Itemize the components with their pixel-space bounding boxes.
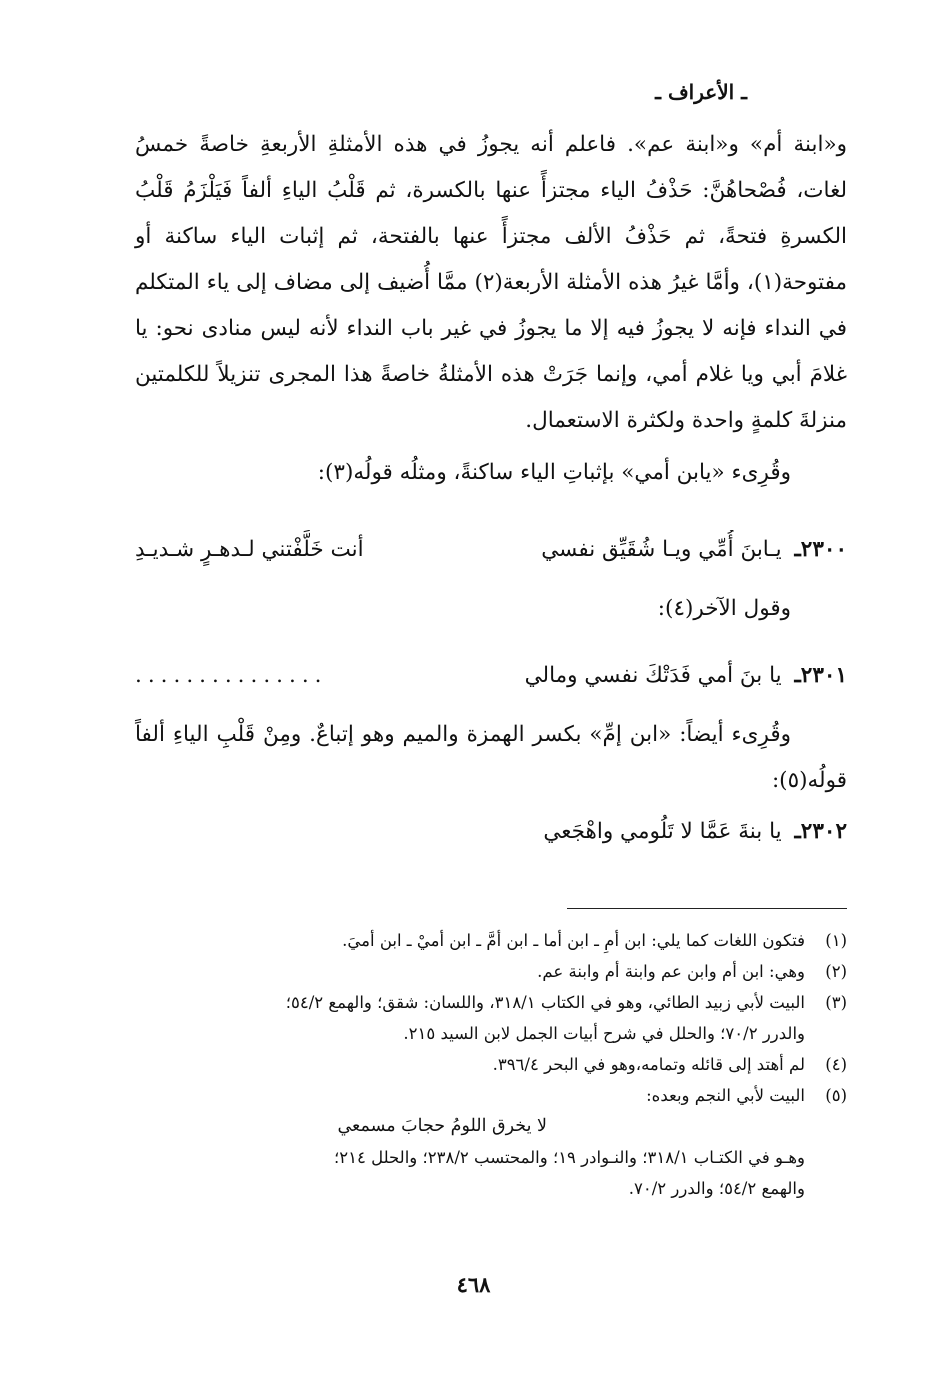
main-text — [135, 122, 847, 496]
footnote-number: (٣) — [825, 993, 847, 1012]
paragraph-1: و«ابنة أم» و«ابنة عم». فاعلم أنه يجوزُ في هذه الأمثلةِ الأربعةِ خاصةً خمسُ لغات، فُصْحاهُنَّ: حَذْفُ الياء مجتزأً عنها بالكسرة، ثم قَلْبُ الياءِ ألفاً فَيَلْزَمُ قَلْبُ الكسرةِ فتحةً، ثم حَذْفُ الألف مجتزأً عنها بالفتحة، ثم إثبات الياء ساكنة أو مفتوحة(١)، وأمَّا غيرُ هذه الأمثلة الأربعة(٢) ممَّا أُضيف إلى مضاف إلى ياء المتكلم في النداء فإنه لا يجوزُ فيه إلا ما يجوزُ في غير باب النداء لأنه ليس منادى نحو: يا غلامَ أبي ويا غلام أمي، وإنما جَرَتْ هذه الأمثلةُ خاصةً هذا المجرى تنزيلاً للكلمتين منزلةَ كلمةٍ واحدة ولكثرة الاستعمال. — [135, 132, 847, 433]
footnote-5-verse: لا يخرق اللومُ حجابَ مسمعي — [337, 1116, 547, 1136]
verse-number: ٢٣٠٠ـ — [794, 537, 847, 562]
verse-first-hemistich: يا بنةَ عَمَّا لا تَلُومي واهْجَعي — [543, 819, 782, 844]
footnote-text: البيت لأبي زبيد الطائي، وهو في الكتاب ٣١٨/١، واللسان: شقق؛ والهمع ٥٤/٢؛ — [285, 993, 805, 1012]
paragraph-2: وقُرِىء «يابن أمي» بإثباتِ الياء ساكنةً، ومثلُه قولُه(٣): — [317, 460, 791, 485]
footnote-text: فتكون اللغات كما يلي: ابن أمِ ـ ابن أما ـ ابن أمَّ ـ ابن أميْ ـ ابن أميَ. — [342, 931, 805, 950]
footnotes — [107, 925, 847, 1204]
verse-first-hemistich: يا بنَ أمي فَدَتْكَ نفسي ومالي — [524, 663, 782, 688]
footnote-number: (١) — [825, 931, 847, 950]
verse-second-hemistich: أنت خَلَّفْتني لـدهـرٍ شـديـدِ — [135, 537, 364, 562]
footnote-5-continuation-2: والهمع ٥٤/٢؛ والدرر ٧٠/٢. — [628, 1179, 805, 1198]
footnote-number: (٥) — [825, 1086, 847, 1105]
footnote-divider — [567, 908, 847, 909]
footnote-number: (٤) — [825, 1055, 847, 1074]
verse-number: ٢٣٠١ـ — [794, 663, 847, 688]
verse-2301 — [135, 656, 847, 696]
page-number: ٤٦٨ — [456, 1272, 491, 1297]
footnote-number: (٢) — [825, 962, 847, 981]
footnote-1 — [107, 925, 847, 956]
footnote-5-continuation: وهـو في الكتـاب ٣١٨/١؛ والنـوادر ١٩؛ والمحتسب ٢٣٨/٢؛ والحلل ٢١٤؛ — [333, 1148, 805, 1167]
paragraph-4: وقُرِىء أيضاً: «ابن إمِّ» بكسر الهمزة والميم وهو إتباعٌ. ومِنْ قَلْبِ الياءِ ألفاً قولُه(٥): — [135, 722, 847, 793]
footnote-3 — [107, 987, 847, 1018]
footnote-5 — [107, 1080, 847, 1111]
footnote-3-continuation: والدرر ٧٠/٢؛ والحلل في شرح أبيات الجمل لابن السيد ٢١٥. — [403, 1024, 805, 1043]
footnote-text: لم أهتد إلى قائله وتمامه،وهو في البحر ٣٩٦/٤. — [492, 1055, 805, 1074]
verse-2300 — [135, 530, 847, 570]
verse-number: ٢٣٠٢ـ — [794, 819, 847, 844]
paragraph-3: وقول الآخر(٤): — [657, 596, 791, 621]
verse-ellipsis: ............... — [135, 663, 328, 688]
footnote-text: وهي: ابن أم وابن عم وابنة أم وابنة عم. — [537, 962, 805, 981]
footnote-2 — [107, 956, 847, 987]
running-title: ـ الأعراف ـ — [655, 80, 747, 104]
verse-2302 — [135, 812, 847, 852]
verse-first-hemistich: يـابنَ أُمِّي ويـا شُقَيِّق نفسي — [541, 537, 782, 562]
footnote-4 — [107, 1049, 847, 1080]
footnote-text: البيت لأبي النجم وبعده: — [646, 1086, 805, 1105]
